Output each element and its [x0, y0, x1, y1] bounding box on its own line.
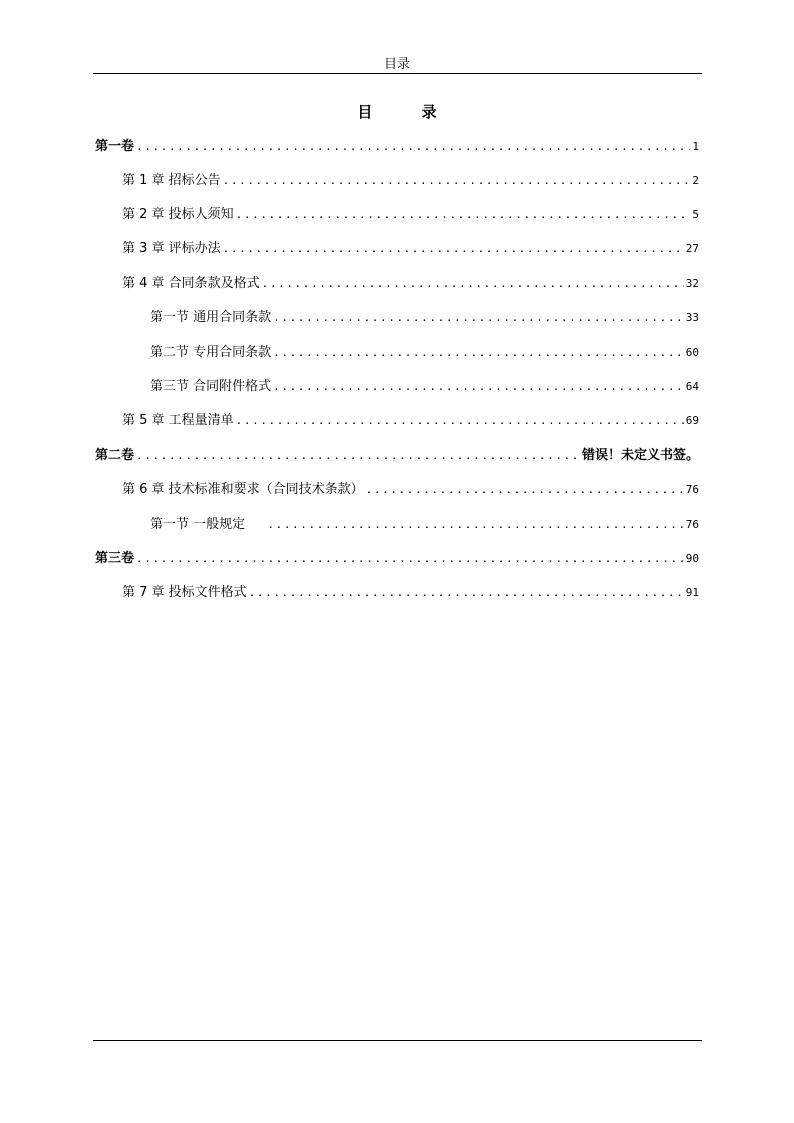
toc-entry-page: 76	[685, 483, 699, 496]
toc-entry-chapter-4[interactable]	[122, 275, 699, 293]
toc-entry-label: 第三节 合同附件格式	[150, 379, 272, 394]
toc-entry-page: 69	[685, 414, 699, 427]
toc-dot-leader	[236, 206, 691, 224]
toc-entry-page: 76	[685, 518, 699, 531]
toc-entry-volume-3[interactable]	[95, 550, 699, 568]
toc-entry-page: 2	[692, 174, 699, 187]
toc-entry-label: 第二节 专用合同条款	[150, 345, 272, 360]
toc-entry-chapter-7[interactable]	[122, 584, 699, 602]
toc-entry-label: 第一卷	[95, 139, 135, 154]
toc-entry-page: 33	[685, 311, 699, 324]
toc-entry-volume-1[interactable]	[95, 138, 699, 156]
toc-entry-page: 32	[685, 277, 699, 290]
toc-dot-leader	[273, 344, 684, 362]
toc-entry-label: 第三卷	[95, 551, 135, 566]
toc-dot-leader	[366, 481, 684, 499]
toc-entry-page: 64	[685, 380, 699, 393]
page-header: 目录	[383, 57, 410, 72]
toc-entry-page: 90	[685, 552, 699, 565]
toc-entry-volume-2[interactable]	[95, 447, 699, 465]
toc-dot-leader	[273, 309, 684, 327]
toc-entry-page-error: 错误！未定义书签。	[581, 448, 699, 463]
toc-entry-label: 第 4 章 合同条款及格式	[122, 276, 260, 291]
toc-entry-chapter-3[interactable]	[122, 240, 699, 258]
toc-entry-label: 第一节 一般规定	[150, 517, 246, 532]
toc-dot-leader	[262, 275, 684, 293]
toc-dot-leader	[249, 584, 684, 602]
toc-entry-section-special-terms[interactable]	[150, 344, 699, 362]
toc-dot-leader	[223, 172, 691, 190]
toc-dot-leader	[136, 138, 690, 156]
toc-entry-chapter-2[interactable]	[122, 206, 699, 224]
toc-entry-section-general-rules[interactable]	[150, 516, 699, 534]
toc-entry-page: 1	[692, 140, 699, 153]
toc-entry-chapter-1[interactable]	[122, 172, 699, 190]
toc-entry-label: 第一节 通用合同条款	[150, 310, 272, 325]
toc-entry-section-attachments[interactable]	[150, 378, 699, 396]
toc-dot-leader	[273, 378, 684, 396]
toc-entry-page: 91	[685, 586, 699, 599]
toc-entry-label: 第 3 章 评标办法	[122, 241, 221, 256]
toc-entry-page: 27	[685, 242, 699, 255]
toc-entry-page: 5	[692, 208, 699, 221]
toc-dot-leader	[223, 240, 684, 258]
toc-entry-label: 第 6 章 技术标准和要求（合同技术条款）	[122, 482, 364, 497]
toc-entry-label: 第 1 章 招标公告	[122, 173, 221, 188]
toc-dot-leader	[236, 412, 684, 430]
toc-entry-chapter-6[interactable]	[122, 481, 699, 499]
toc-entry-page: 60	[685, 346, 699, 359]
toc-entry-label: 第 7 章 投标文件格式	[122, 585, 247, 600]
toc-entry-chapter-5[interactable]	[122, 412, 699, 430]
footer-rule	[93, 1040, 702, 1041]
toc-entry-label: 第二卷	[95, 448, 135, 463]
toc-entry-label: 第 5 章 工程量清单	[122, 413, 234, 428]
toc-dot-leader	[136, 550, 684, 568]
header-rule	[93, 73, 702, 74]
toc-entry-section-general-terms[interactable]	[150, 309, 699, 327]
toc-title: 目 录	[357, 103, 459, 121]
toc-dot-leader	[267, 516, 683, 534]
toc-dot-leader	[136, 447, 580, 465]
toc-entry-label: 第 2 章 投标人须知	[122, 207, 234, 222]
